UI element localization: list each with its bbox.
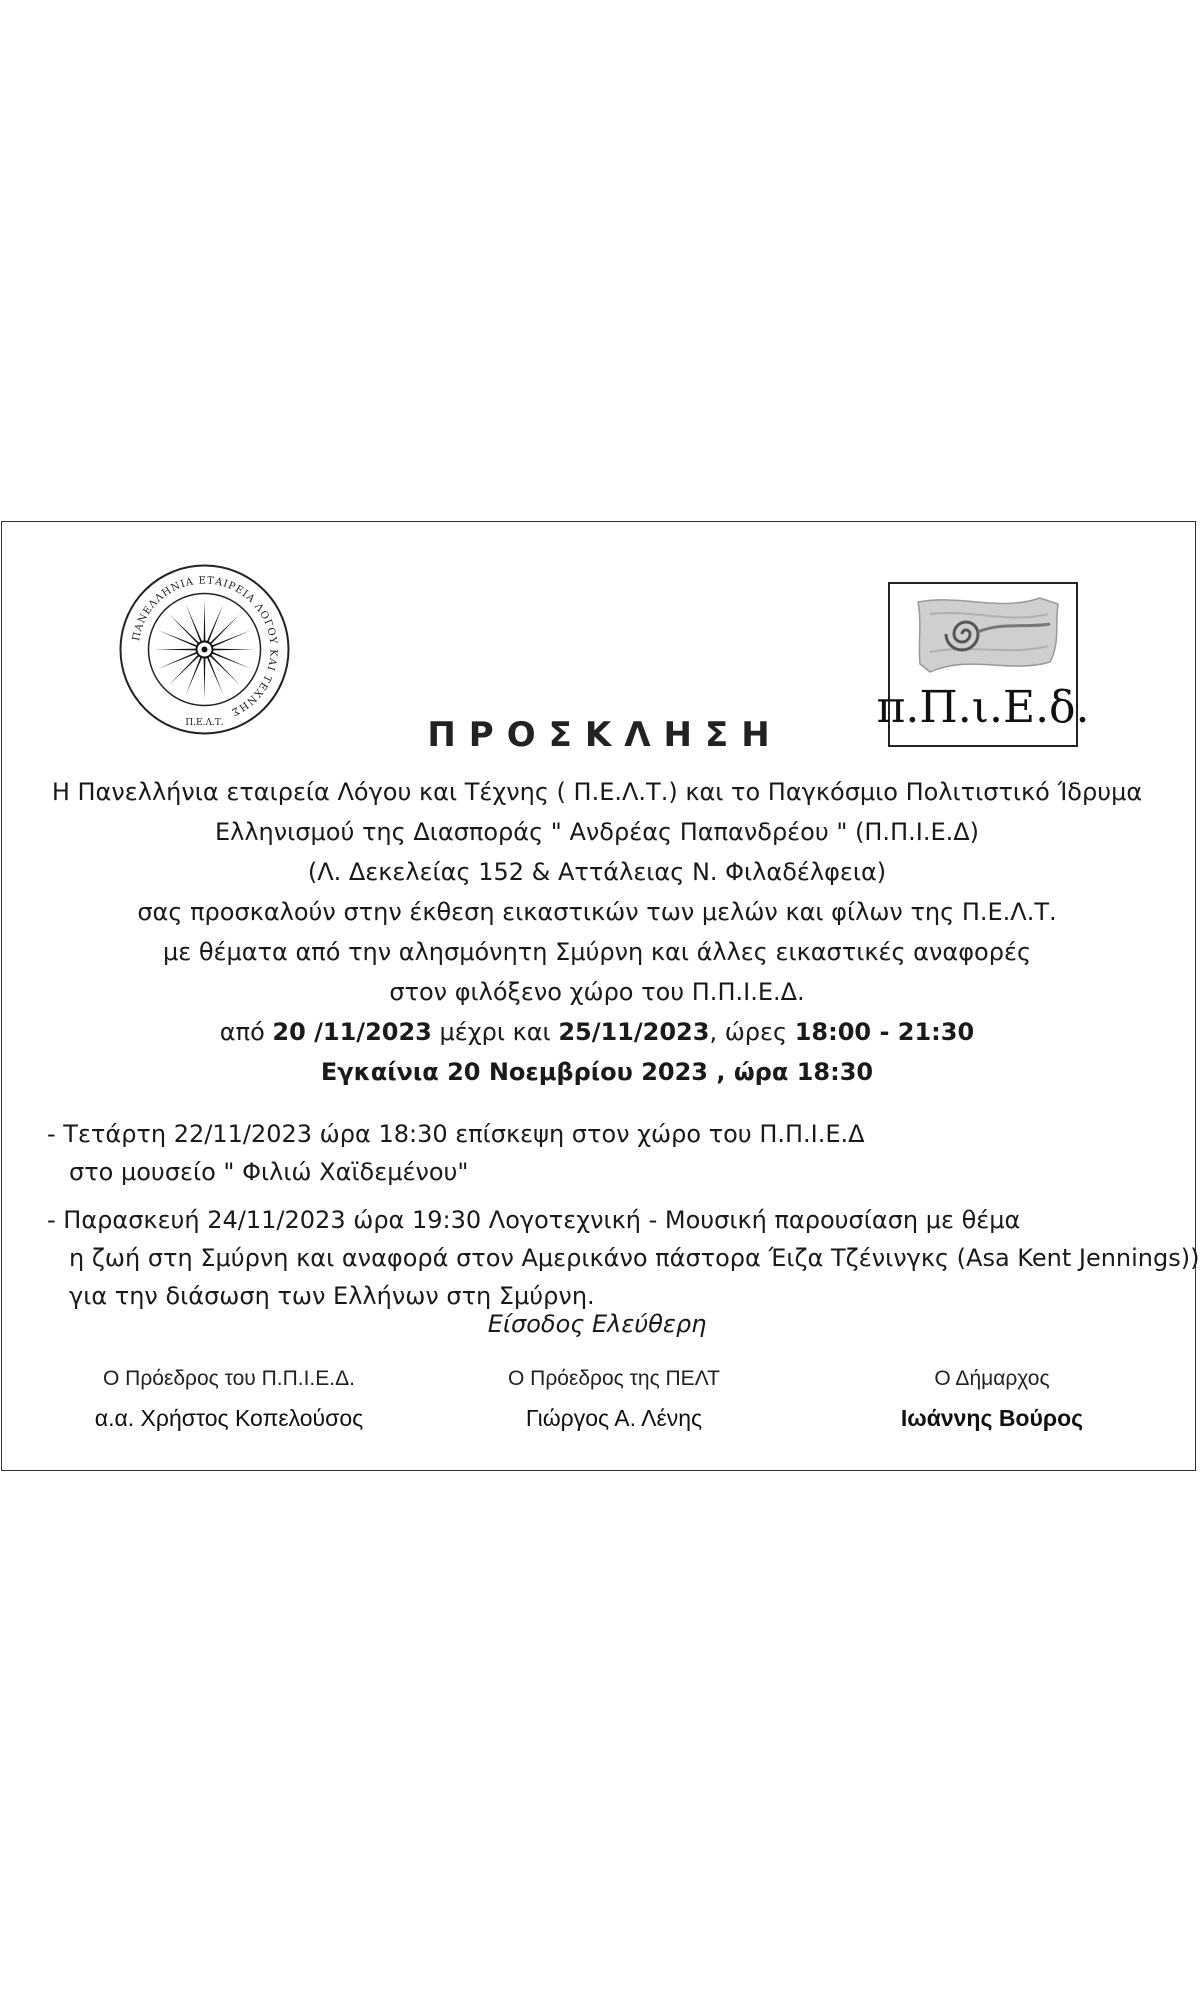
events-list bbox=[47, 1115, 1200, 1315]
signature-ppied bbox=[39, 1367, 419, 1432]
sun-ray bbox=[204, 600, 206, 642]
sun-ray bbox=[212, 649, 254, 651]
sun-ray bbox=[204, 657, 206, 699]
sun-ray bbox=[185, 603, 202, 642]
exhibition-dates: από 20 /11/2023 μέχρι και 25/11/2023, ώρες 18:00 - 21:30 bbox=[219, 1018, 975, 1046]
pelt-sun-logo bbox=[117, 562, 292, 737]
event-1-line-1: - Τετάρτη 22/11/2023 ώρα 18:30 επίσκεψη στον χώρο του Π.Π.Ι.Ε.Δ bbox=[47, 1120, 865, 1148]
free-entry: Είσοδος Ελεύθερη bbox=[487, 1310, 707, 1338]
svg-text:ΠΑΝΕΛΛΗΝΙΑ ΕΤΑΙΡΕΙΑ ΛΟΓΟΥ ΚΑΙ: ΠΑΝΕΛΛΗΝΙΑ ΕΤΑΙΡΕΙΑ ΛΟΓΟΥ ΚΑΙ ΤΕΧΝΗΣ bbox=[130, 575, 279, 718]
body-line-4: σας προσκαλούν στην έκθεση εικαστικών των μελών και φίλων της Π.Ε.Λ.Τ. bbox=[137, 898, 1057, 926]
sun-ray bbox=[212, 630, 251, 647]
body-line-5: με θέματα από την αλησμόνητη Σμύρνη και άλλες εικαστικές αναφορές bbox=[162, 938, 1032, 966]
sun-ray bbox=[207, 603, 224, 642]
signature-role: Ο Πρόεδρος του Π.Π.Ι.Ε.Δ. bbox=[103, 1367, 355, 1390]
sun-ray bbox=[210, 614, 240, 644]
sun-ray bbox=[169, 614, 199, 644]
body-line-1: Η Πανελλήνια εταιρεία Λόγου και Τέχνης ( Π.Ε.Λ.Τ.) και το Παγκόσμιο Πολιτιστικό Ίδρυμα bbox=[51, 778, 1143, 806]
invitation-body bbox=[2, 772, 1192, 1092]
sun-ray bbox=[169, 655, 199, 685]
sun-ray bbox=[158, 630, 197, 647]
event-2-line-3: για την διάσωση των Ελλήνων στη Σμύρνη. bbox=[69, 1282, 595, 1310]
body-line-6: στον φιλόξενο χώρο του Π.Π.Ι.Ε.Δ. bbox=[389, 978, 805, 1006]
invitation-card bbox=[1, 521, 1200, 1471]
body-line-3: (Λ. Δεκελείας 152 & Αττάλειας Ν. Φιλαδέλφεια) bbox=[307, 858, 887, 886]
signature-mayor bbox=[802, 1367, 1182, 1432]
invitation-title: ΠΡΟΣΚΛΗΣΗ bbox=[427, 715, 783, 755]
signature-name: α.α. Χρήστος Κοπελούσος bbox=[94, 1405, 364, 1431]
sun-ray bbox=[185, 657, 202, 696]
event-1-line-2: στο μουσείο " Φιλιώ Χαϊδεμένου" bbox=[69, 1158, 469, 1186]
signature-role: Ο Δήμαρχος bbox=[934, 1367, 1050, 1390]
sun-ray bbox=[158, 652, 197, 669]
svg-text:Π.Ε.Λ.Τ.: Π.Ε.Λ.Τ. bbox=[185, 718, 224, 728]
event-2-line-2: η ζωή στη Σμύρνη και αναφορά στον Αμερικάνο πάστορα Έιζα Τζένινγκς (Asa Kent Jennings)) bbox=[69, 1244, 1200, 1272]
body-line-2: Ελληνισμού της Διασποράς " Ανδρέας Παπανδρέου " (Π.Π.Ι.Ε.Δ) bbox=[214, 818, 980, 846]
event-2-line-1: - Παρασκευή 24/11/2023 ώρα 19:30 Λογοτεχνική - Μουσική παρουσίαση με θέμα bbox=[47, 1206, 1021, 1234]
signature-role: Ο Πρόεδρος της ΠΕΛΤ bbox=[508, 1367, 720, 1390]
ppied-logo-text: π.Π.ι.Ε.δ. bbox=[876, 682, 1090, 733]
sun-ray bbox=[155, 649, 197, 651]
sun-ray bbox=[207, 657, 224, 696]
opening-line: Εγκαίνια 20 Νοεμβρίου 2023 , ώρα 18:30 bbox=[320, 1058, 874, 1086]
sun-ray bbox=[210, 655, 240, 685]
signature-name: Ιωάννης Βούρος bbox=[900, 1405, 1084, 1431]
signature-pelt bbox=[424, 1367, 804, 1432]
signature-name: Γιώργος Α. Λένης bbox=[525, 1405, 703, 1431]
sun-ray bbox=[212, 652, 251, 669]
